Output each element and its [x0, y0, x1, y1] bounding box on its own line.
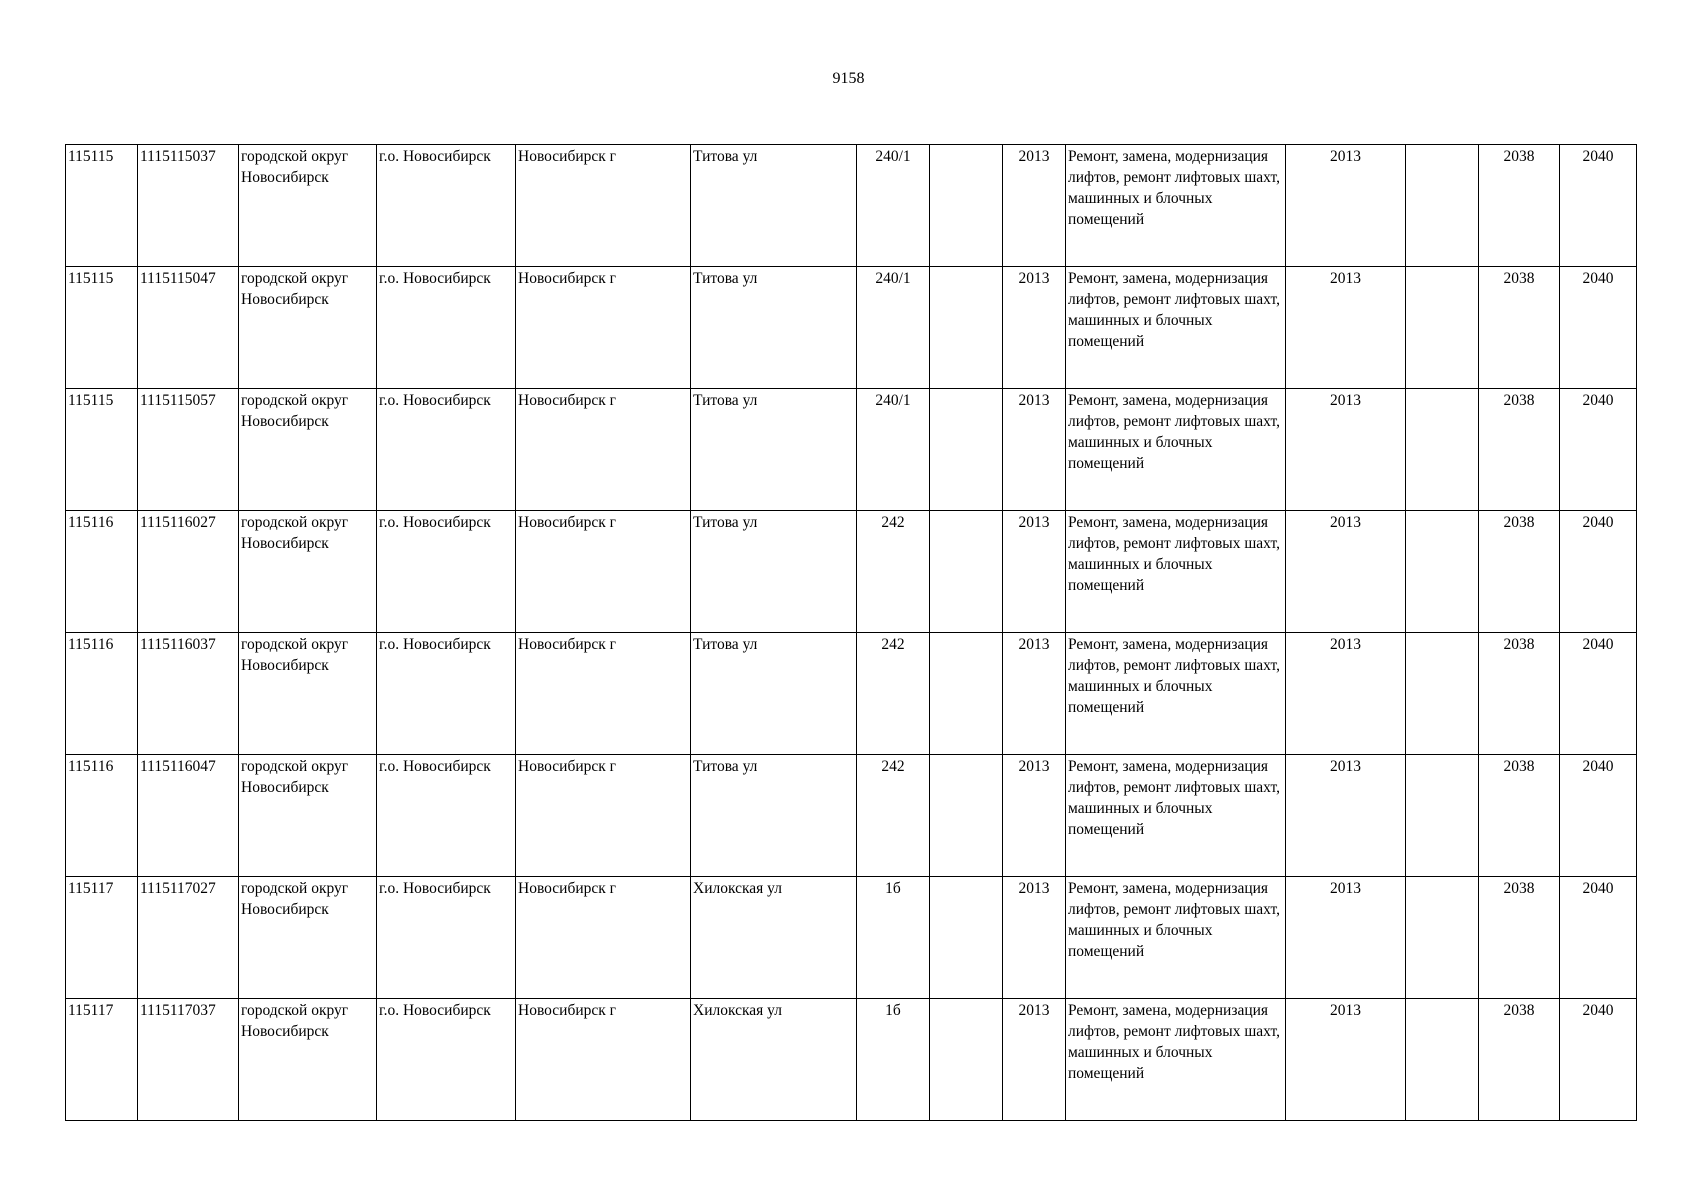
street-cell: Хилокская ул — [691, 999, 857, 1121]
locality-cell: Новосибирск г — [516, 511, 691, 633]
plan-start-cell: 2038 — [1479, 877, 1560, 999]
municipality-cell: городской округ Новосибирск — [239, 755, 377, 877]
plan-end-cell: 2040 — [1560, 633, 1637, 755]
district-cell: г.о. Новосибирск — [377, 877, 516, 999]
municipality-cell: городской округ Новосибирск — [239, 267, 377, 389]
object-id-cell: 115115 — [66, 267, 138, 389]
street-cell: Титова ул — [691, 145, 857, 267]
extra-cell — [1406, 999, 1479, 1121]
municipality-cell: городской округ Новосибирск — [239, 877, 377, 999]
locality-cell: Новосибирск г — [516, 999, 691, 1121]
work-type-cell: Ремонт, замена, модернизация лифтов, ремонт лифтовых шахт, машинных и блочных помещений — [1066, 877, 1286, 999]
district-cell: г.о. Новосибирск — [377, 145, 516, 267]
table-row — [66, 755, 1637, 877]
work-type-cell: Ремонт, замена, модернизация лифтов, ремонт лифтовых шахт, машинных и блочных помещений — [1066, 633, 1286, 755]
year-built-cell: 2013 — [1003, 511, 1066, 633]
object-code-cell: 1115116027 — [138, 511, 239, 633]
year-commissioned-cell: 2013 — [1286, 633, 1406, 755]
building-cell — [930, 389, 1003, 511]
plan-end-cell: 2040 — [1560, 999, 1637, 1121]
house-number-cell: 240/1 — [857, 267, 930, 389]
table-row — [66, 877, 1637, 999]
table-row — [66, 267, 1637, 389]
object-id-cell: 115116 — [66, 633, 138, 755]
object-code-cell: 1115115057 — [138, 389, 239, 511]
object-id-cell: 115117 — [66, 877, 138, 999]
street-cell: Титова ул — [691, 389, 857, 511]
plan-end-cell: 2040 — [1560, 755, 1637, 877]
year-commissioned-cell: 2013 — [1286, 267, 1406, 389]
district-cell: г.о. Новосибирск — [377, 511, 516, 633]
year-built-cell: 2013 — [1003, 633, 1066, 755]
object-id-cell: 115116 — [66, 511, 138, 633]
year-built-cell: 2013 — [1003, 999, 1066, 1121]
locality-cell: Новосибирск г — [516, 755, 691, 877]
house-number-cell: 1б — [857, 999, 930, 1121]
plan-start-cell: 2038 — [1479, 755, 1560, 877]
street-cell: Титова ул — [691, 633, 857, 755]
table-row — [66, 511, 1637, 633]
plan-end-cell: 2040 — [1560, 511, 1637, 633]
year-built-cell: 2013 — [1003, 145, 1066, 267]
plan-start-cell: 2038 — [1479, 511, 1560, 633]
district-cell: г.о. Новосибирск — [377, 755, 516, 877]
municipality-cell: городской округ Новосибирск — [239, 999, 377, 1121]
year-built-cell: 2013 — [1003, 267, 1066, 389]
municipality-cell: городской округ Новосибирск — [239, 389, 377, 511]
street-cell: Титова ул — [691, 511, 857, 633]
building-cell — [930, 267, 1003, 389]
register-table — [65, 144, 1637, 1121]
year-commissioned-cell: 2013 — [1286, 877, 1406, 999]
year-built-cell: 2013 — [1003, 755, 1066, 877]
building-cell — [930, 755, 1003, 877]
extra-cell — [1406, 145, 1479, 267]
municipality-cell: городской округ Новосибирск — [239, 145, 377, 267]
house-number-cell: 242 — [857, 511, 930, 633]
house-number-cell: 240/1 — [857, 389, 930, 511]
locality-cell: Новосибирск г — [516, 267, 691, 389]
locality-cell: Новосибирск г — [516, 877, 691, 999]
year-commissioned-cell: 2013 — [1286, 999, 1406, 1121]
district-cell: г.о. Новосибирск — [377, 389, 516, 511]
year-commissioned-cell: 2013 — [1286, 389, 1406, 511]
plan-start-cell: 2038 — [1479, 145, 1560, 267]
street-cell: Титова ул — [691, 755, 857, 877]
table-row — [66, 145, 1637, 267]
district-cell: г.о. Новосибирск — [377, 999, 516, 1121]
table-row — [66, 633, 1637, 755]
municipality-cell: городской округ Новосибирск — [239, 511, 377, 633]
work-type-cell: Ремонт, замена, модернизация лифтов, ремонт лифтовых шахт, машинных и блочных помещений — [1066, 511, 1286, 633]
extra-cell — [1406, 755, 1479, 877]
table-row — [66, 389, 1637, 511]
district-cell: г.о. Новосибирск — [377, 633, 516, 755]
year-commissioned-cell: 2013 — [1286, 755, 1406, 877]
plan-start-cell: 2038 — [1479, 999, 1560, 1121]
object-code-cell: 1115117037 — [138, 999, 239, 1121]
work-type-cell: Ремонт, замена, модернизация лифтов, ремонт лифтовых шахт, машинных и блочных помещений — [1066, 999, 1286, 1121]
building-cell — [930, 145, 1003, 267]
municipality-cell: городской округ Новосибирск — [239, 633, 377, 755]
year-commissioned-cell: 2013 — [1286, 145, 1406, 267]
building-cell — [930, 877, 1003, 999]
plan-end-cell: 2040 — [1560, 389, 1637, 511]
locality-cell: Новосибирск г — [516, 145, 691, 267]
plan-end-cell: 2040 — [1560, 145, 1637, 267]
house-number-cell: 1б — [857, 877, 930, 999]
plan-start-cell: 2038 — [1479, 389, 1560, 511]
table-body — [66, 145, 1637, 1121]
locality-cell: Новосибирск г — [516, 389, 691, 511]
year-built-cell: 2013 — [1003, 877, 1066, 999]
year-commissioned-cell: 2013 — [1286, 511, 1406, 633]
extra-cell — [1406, 877, 1479, 999]
object-id-cell: 115116 — [66, 755, 138, 877]
year-built-cell: 2013 — [1003, 389, 1066, 511]
building-cell — [930, 511, 1003, 633]
object-code-cell: 1115117027 — [138, 877, 239, 999]
extra-cell — [1406, 511, 1479, 633]
plan-start-cell: 2038 — [1479, 267, 1560, 389]
extra-cell — [1406, 267, 1479, 389]
work-type-cell: Ремонт, замена, модернизация лифтов, ремонт лифтовых шахт, машинных и блочных помещений — [1066, 267, 1286, 389]
plan-start-cell: 2038 — [1479, 633, 1560, 755]
house-number-cell: 242 — [857, 755, 930, 877]
house-number-cell: 240/1 — [857, 145, 930, 267]
object-code-cell: 1115116037 — [138, 633, 239, 755]
street-cell: Хилокская ул — [691, 877, 857, 999]
plan-end-cell: 2040 — [1560, 267, 1637, 389]
building-cell — [930, 999, 1003, 1121]
object-id-cell: 115115 — [66, 145, 138, 267]
object-code-cell: 1115115037 — [138, 145, 239, 267]
extra-cell — [1406, 633, 1479, 755]
object-id-cell: 115115 — [66, 389, 138, 511]
object-code-cell: 1115116047 — [138, 755, 239, 877]
house-number-cell: 242 — [857, 633, 930, 755]
table-row — [66, 999, 1637, 1121]
page-number: 9158 — [832, 70, 865, 87]
work-type-cell: Ремонт, замена, модернизация лифтов, ремонт лифтовых шахт, машинных и блочных помещений — [1066, 145, 1286, 267]
plan-end-cell: 2040 — [1560, 877, 1637, 999]
district-cell: г.о. Новосибирск — [377, 267, 516, 389]
street-cell: Титова ул — [691, 267, 857, 389]
work-type-cell: Ремонт, замена, модернизация лифтов, ремонт лифтовых шахт, машинных и блочных помещений — [1066, 389, 1286, 511]
locality-cell: Новосибирск г — [516, 633, 691, 755]
work-type-cell: Ремонт, замена, модернизация лифтов, ремонт лифтовых шахт, машинных и блочных помещений — [1066, 755, 1286, 877]
building-cell — [930, 633, 1003, 755]
object-id-cell: 115117 — [66, 999, 138, 1121]
extra-cell — [1406, 389, 1479, 511]
object-code-cell: 1115115047 — [138, 267, 239, 389]
